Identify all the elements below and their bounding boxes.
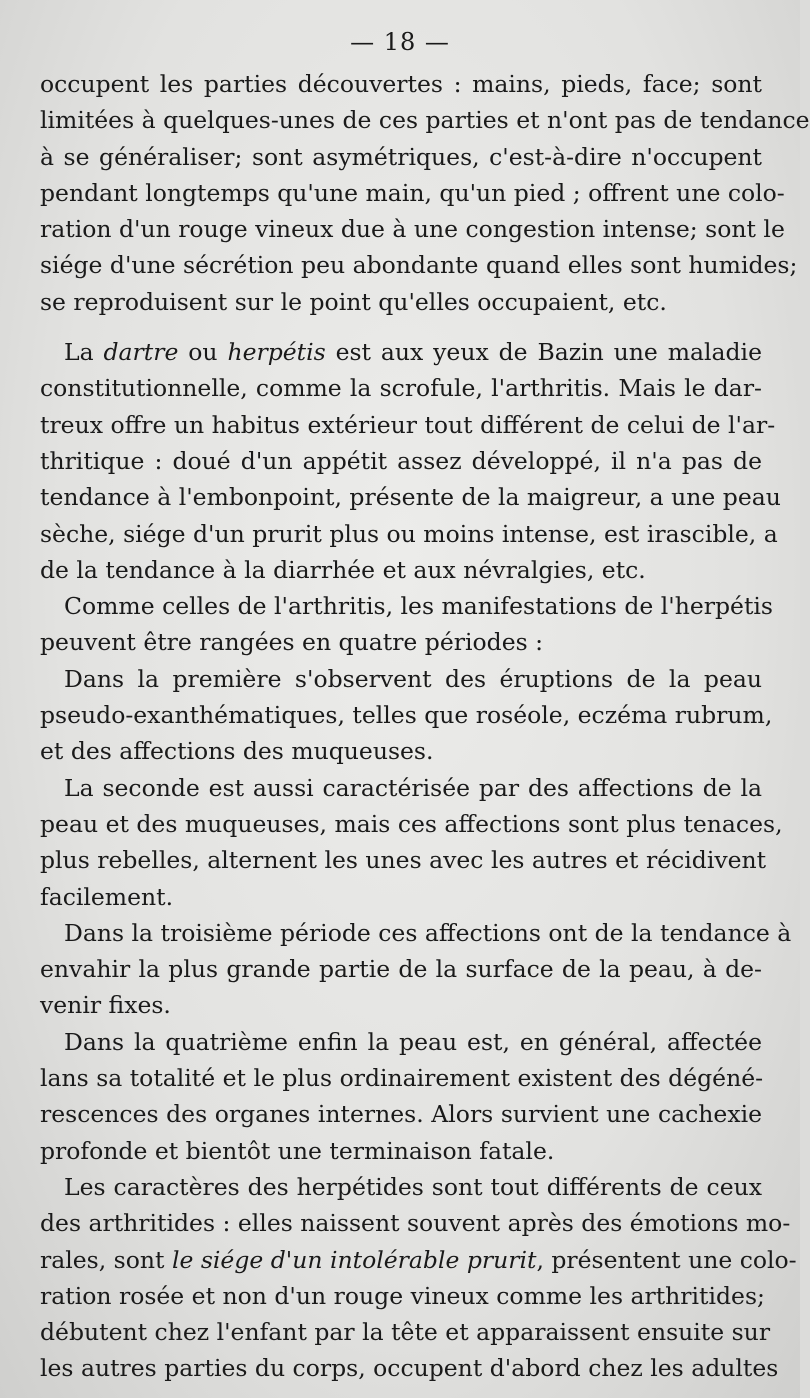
text-line: La seconde est aussi caractérisée par des affections de la: [64, 773, 762, 802]
paragraph: [40, 588, 773, 661]
italic-text: herpétis: [227, 338, 326, 367]
text-line: occupent les parties découvertes : mains, pieds, face; sont: [40, 70, 762, 98]
text-line: Dans la première s'observent des éruptions de la peau: [64, 664, 762, 693]
body-text: [40, 66, 810, 1387]
text-line: peau et des muqueuses, mais ces affections sont plus tenaces,: [40, 809, 783, 838]
text-line: des arthritides : elles naissent souvent après des émotions mo-: [40, 1209, 791, 1238]
text-line: sèche, siége d'un prurit plus ou moins intense, est irascible, a: [40, 519, 778, 548]
text-line: se reproduisent sur le point qu'elles occupaient, etc.: [40, 287, 667, 316]
text-line: rescences des organes internes. Alors survient une cachexie: [40, 1100, 762, 1129]
text-line: La dartre ou herpétis est aux yeux de Bazin une maladie: [64, 338, 762, 367]
paragraph: [40, 334, 781, 588]
text-line: débutent chez l'enfant par la tête et apparaissent ensuite sur: [40, 1318, 771, 1347]
text-line: Comme celles de l'arthritis, les manifestations de l'herpétis: [64, 592, 773, 621]
text-line: limitées à quelques-unes de ces parties et n'ont pas de tendance: [40, 106, 810, 135]
text-line: Dans la troisième période ces affections ont de la tendance à: [64, 918, 792, 947]
text-line: siége d'une sécrétion peu abondante quand elles sont humides;: [40, 251, 798, 280]
text-line: plus rebelles, alternent les unes avec les autres et récidivent: [40, 846, 767, 875]
text-line: et des affections des muqueuses.: [40, 737, 434, 766]
text-line: Les caractères des herpétides sont tout différents de ceux: [64, 1172, 762, 1201]
paragraph: [40, 661, 773, 770]
text-line: ration rosée et non d'un rouge vineux comme les arthritides;: [40, 1281, 765, 1310]
paragraph: [40, 915, 792, 1024]
paragraph: [40, 1024, 762, 1169]
text-line: lans sa totalité et le plus ordinairement existent des dégéné-: [40, 1064, 764, 1093]
text-line: venir fixes.: [40, 991, 171, 1020]
text-line: à se généraliser; sont asymétriques, c'est-à-dire n'occupent: [40, 142, 762, 171]
text-line: tendance à l'embonpoint, présente de la maigreur, a une peau: [40, 483, 781, 512]
text-line: treux offre un habitus extérieur tout différent de celui de l'ar-: [40, 410, 776, 439]
text-line: thritique : doué d'un appétit assez développé, il n'a pas de: [40, 446, 762, 475]
italic-text: dartre: [103, 338, 179, 367]
paragraph: [40, 770, 783, 915]
page-number: — 18 —: [350, 28, 450, 56]
text-line: envahir la plus grande partie de la surface de la peau, à de-: [40, 955, 762, 984]
text-line: Dans la quatrième enfin la peau est, en général, affectée: [64, 1027, 762, 1056]
text-line: pendant longtemps qu'une main, qu'un pied ; offrent une colo-: [40, 178, 785, 207]
paragraph: [40, 66, 810, 320]
text-line: facilement.: [40, 882, 174, 911]
paragraph-gap: [40, 320, 762, 334]
paragraph: [40, 1169, 797, 1387]
text-line: peuvent être rangées en quatre périodes :: [40, 628, 544, 657]
text-line: pseudo-exanthématiques, telles que roséole, eczéma rubrum,: [40, 701, 773, 730]
text-line: constitutionnelle, comme la scrofule, l'arthritis. Mais le dar-: [40, 374, 762, 403]
text-line: de la tendance à la diarrhée et aux névralgies, etc.: [40, 555, 646, 584]
text-line: les autres parties du corps, occupent d'abord chez les adultes: [40, 1354, 779, 1383]
text-line: rales, sont le siége d'un intolérable prurit, présentent une colo-: [40, 1245, 797, 1274]
text-line: ration d'un rouge vineux due à une congestion intense; sont le: [40, 215, 785, 244]
italic-text: le siége d'un intolérable prurit: [171, 1245, 537, 1274]
text-line: profonde et bientôt une terminaison fatale.: [40, 1136, 555, 1165]
